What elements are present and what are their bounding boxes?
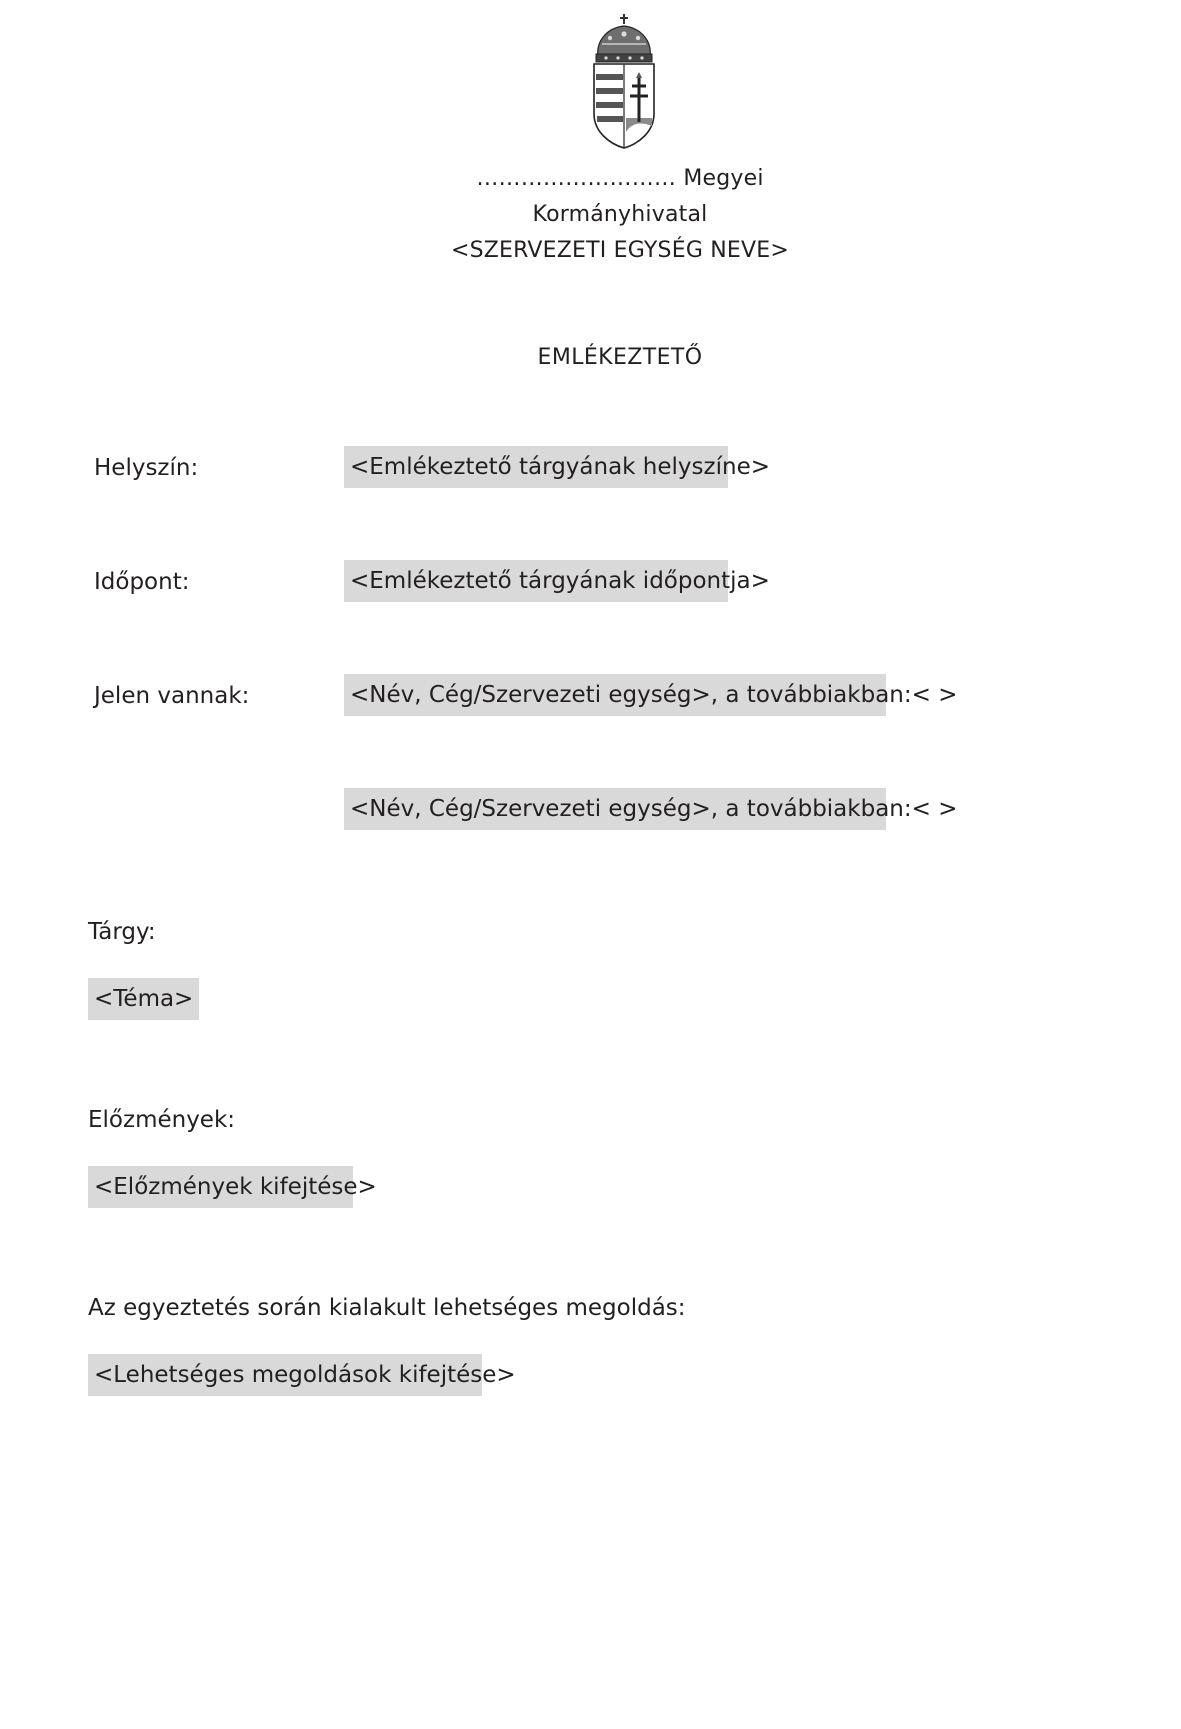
antecedents-label: Előzmények: [88,1107,236,1133]
subject-placeholder: <Téma> [88,978,199,1020]
attendees-label: Jelen vannak: [94,683,250,709]
government-office-line: Kormányhivatal [532,202,708,227]
coat-of-arms-icon [588,14,660,150]
attendee-placeholder: <Név, Cég/Szervezeti egység>, a továbbiakban:< > [344,674,886,716]
organizational-unit-name: <SZERVEZETI EGYSÉG NEVE> [450,238,790,263]
solution-label: Az egyeztetés során kialakult lehetséges megoldás: [88,1295,686,1321]
solution-placeholder: <Lehetséges megoldások kifejtése> [88,1354,482,1396]
attendee-placeholder: <Név, Cég/Szervezeti egység>, a továbbiakban:< > [344,788,886,830]
county-office-line: ……………………… Megyei [476,166,764,191]
time-label: Időpont: [94,569,190,595]
document-title: EMLÉKEZTETŐ [537,345,703,370]
antecedents-placeholder: <Előzmények kifejtése> [88,1166,353,1208]
time-placeholder: <Emlékeztető tárgyának időpontja> [344,560,728,602]
location-placeholder: <Emlékeztető tárgyának helyszíne> [344,446,728,488]
subject-label: Tárgy: [88,919,156,945]
location-label: Helyszín: [94,455,199,481]
